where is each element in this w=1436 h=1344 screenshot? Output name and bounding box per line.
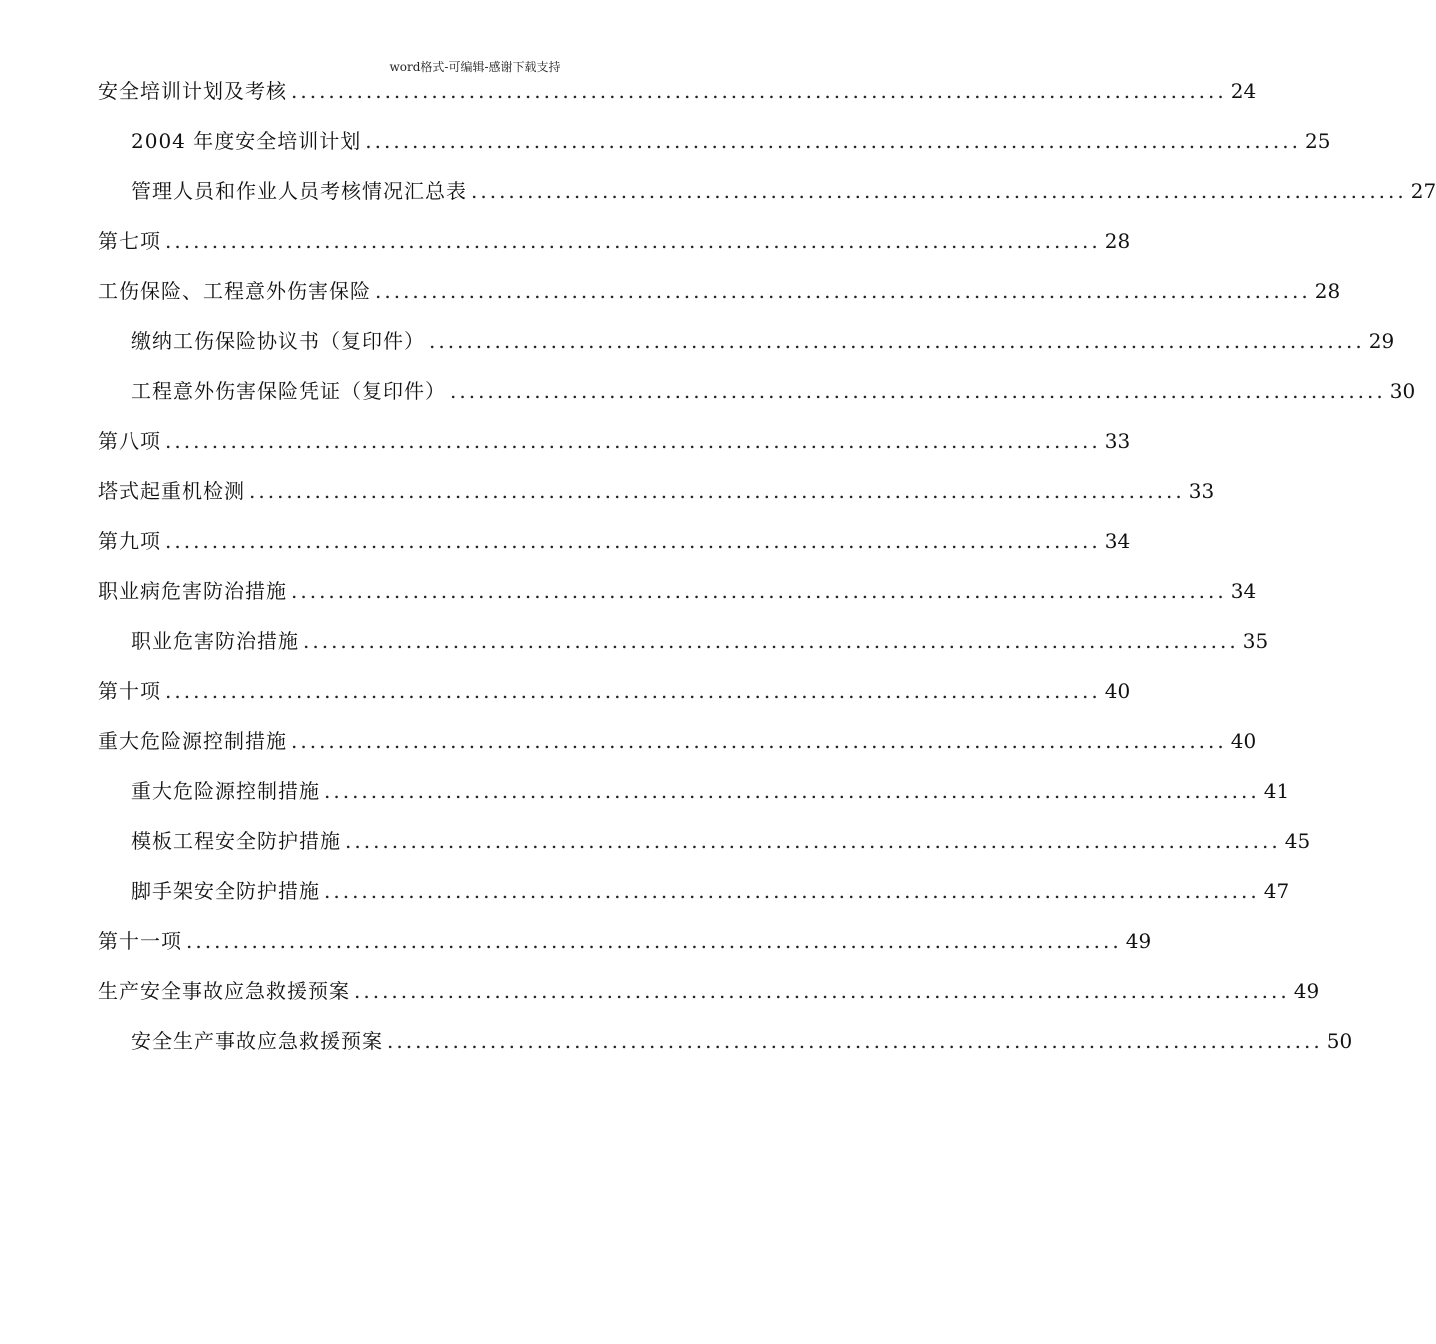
toc-entry[interactable]: [98, 274, 1341, 308]
toc-entry-label: 2004 年度安全培训计划: [131, 129, 362, 153]
toc-leader-dots: ....................................................................................................: [249, 479, 1185, 503]
toc-entry[interactable]: [131, 174, 1436, 208]
toc-leader-dots: ....................................................................................................: [291, 729, 1227, 753]
toc-leader-dots: ....................................................................................................: [429, 329, 1365, 353]
toc-leader-dots: ....................................................................................................: [387, 1029, 1323, 1053]
toc-entry-label: 第十一项: [98, 929, 182, 953]
toc-page-number: 24: [1230, 79, 1257, 103]
toc-leader-dots: ....................................................................................................: [291, 79, 1227, 103]
toc-leader-dots: ....................................................................................................: [165, 529, 1101, 553]
toc-entry[interactable]: [98, 474, 1215, 508]
toc-entry-label: 工伤保险、工程意外伤害保险: [98, 279, 371, 303]
toc-entry[interactable]: [131, 774, 1290, 808]
toc-entry-label: 职业病危害防治措施: [98, 579, 287, 603]
toc-leader-dots: ....................................................................................................: [345, 829, 1281, 853]
toc-entry[interactable]: [131, 1024, 1353, 1058]
toc-entry-label: 塔式起重机检测: [98, 479, 245, 503]
toc-page-number: 49: [1125, 929, 1152, 953]
toc-page-number: 25: [1305, 129, 1331, 153]
toc-entry[interactable]: [131, 124, 1331, 158]
toc-leader-dots: ....................................................................................................: [365, 129, 1302, 153]
toc-entry[interactable]: [131, 374, 1416, 408]
toc-entry[interactable]: [98, 924, 1152, 958]
toc-leader-dots: ....................................................................................................: [165, 429, 1101, 453]
toc-page-number: 33: [1104, 429, 1131, 453]
toc-leader-dots: ....................................................................................................: [324, 879, 1260, 903]
toc-entry-label: 第十项: [98, 679, 161, 703]
toc-page-number: 27: [1410, 179, 1436, 203]
toc-leader-dots: ....................................................................................................: [303, 629, 1239, 653]
toc-entry-label: 第七项: [98, 229, 161, 253]
toc-entry[interactable]: [98, 524, 1131, 558]
toc-entry-label: 第八项: [98, 429, 161, 453]
toc-entry[interactable]: [98, 574, 1257, 608]
toc-page-number: 30: [1389, 379, 1416, 403]
toc-page-number: 35: [1242, 629, 1269, 653]
toc-page-number: 33: [1188, 479, 1215, 503]
toc-entry[interactable]: [98, 674, 1131, 708]
toc-page-number: 34: [1230, 579, 1257, 603]
toc-leader-dots: ....................................................................................................: [165, 229, 1101, 253]
toc-entry-label: 工程意外伤害保险凭证（复印件）: [131, 379, 446, 403]
toc-entry[interactable]: [98, 424, 1131, 458]
toc-leader-dots: ....................................................................................................: [291, 579, 1227, 603]
toc-leader-dots: ....................................................................................................: [186, 929, 1122, 953]
toc-leader-dots: ....................................................................................................: [471, 179, 1407, 203]
toc-entry[interactable]: [98, 974, 1320, 1008]
toc-entry-label: 脚手架安全防护措施: [131, 879, 320, 903]
toc-entry-label: 重大危险源控制措施: [98, 729, 287, 753]
toc-entry[interactable]: [98, 724, 1257, 758]
toc-page-number: 40: [1104, 679, 1131, 703]
toc-entry-label: 缴纳工伤保险协议书（复印件）: [131, 329, 425, 353]
toc-entry-label: 安全培训计划及考核: [98, 79, 287, 103]
toc-entry-label: 第九项: [98, 529, 161, 553]
toc-entry-label: 模板工程安全防护措施: [131, 829, 341, 853]
toc-page-number: 29: [1368, 329, 1395, 353]
toc-leader-dots: ....................................................................................................: [375, 279, 1311, 303]
toc-entry[interactable]: [98, 74, 1257, 108]
toc-page-number: 49: [1293, 979, 1320, 1003]
toc-entry-label: 安全生产事故应急救援预案: [131, 1029, 383, 1053]
page-header: word格式-可编辑-感谢下载支持: [389, 60, 561, 74]
toc-entry[interactable]: [131, 824, 1311, 858]
toc-page-number: 47: [1263, 879, 1290, 903]
toc-page-number: 45: [1284, 829, 1311, 853]
toc-entry-label: 职业危害防治措施: [131, 629, 299, 653]
toc-page-number: 40: [1230, 729, 1257, 753]
toc-page-number: 28: [1314, 279, 1341, 303]
toc-entry[interactable]: [131, 624, 1269, 658]
toc-page-number: 41: [1263, 779, 1290, 803]
toc-page-number: 50: [1326, 1029, 1353, 1053]
toc-entry[interactable]: [98, 224, 1131, 258]
toc-page-number: 34: [1104, 529, 1131, 553]
toc-leader-dots: ....................................................................................................: [450, 379, 1386, 403]
toc-page-number: 28: [1104, 229, 1131, 253]
toc-entry-label: 生产安全事故应急救援预案: [98, 979, 350, 1003]
toc-leader-dots: ....................................................................................................: [324, 779, 1260, 803]
toc-leader-dots: ....................................................................................................: [165, 679, 1101, 703]
toc-entry-label: 重大危险源控制措施: [131, 779, 320, 803]
toc-entry[interactable]: [131, 324, 1395, 358]
toc-leader-dots: ....................................................................................................: [354, 979, 1290, 1003]
toc-entry-label: 管理人员和作业人员考核情况汇总表: [131, 179, 467, 203]
toc-entry[interactable]: [131, 874, 1290, 908]
